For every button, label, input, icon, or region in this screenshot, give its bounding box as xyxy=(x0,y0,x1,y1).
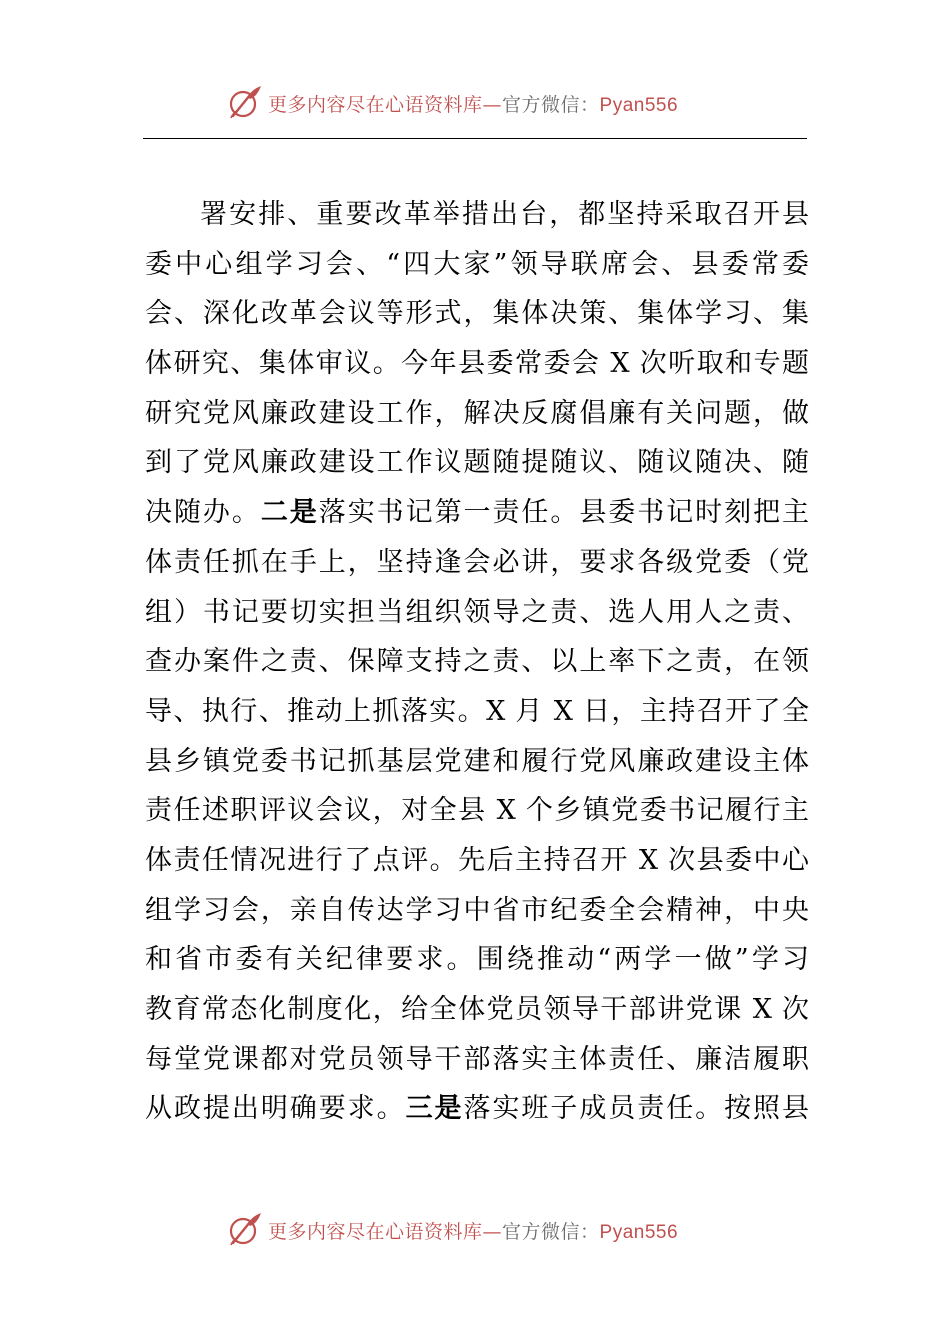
text-line xyxy=(145,935,809,985)
text-segment: 会、深化改革会议等形式，集体决策、集体学习、集 xyxy=(145,298,809,330)
text-segment: 研究党风廉政建设工作，解决反腐倡廉有关问题，做 xyxy=(145,397,809,429)
text-line xyxy=(145,985,809,1035)
text-segment: 组学习会，亲自传达学习中省市纪委全会精神，中央 xyxy=(145,894,809,926)
text-segment: 落实书记第一责任。县委书记时刻把主 xyxy=(318,497,810,529)
watermark-brand: 更多内容尽在心语资料库 xyxy=(268,1220,483,1243)
quill-pen-logo-icon xyxy=(226,85,262,121)
watermark-brand: 更多内容尽在心语资料库 xyxy=(268,93,483,116)
text-line xyxy=(145,836,809,886)
body-paragraph xyxy=(145,190,809,1134)
watermark-text xyxy=(268,90,678,117)
text-line xyxy=(145,886,809,936)
text-segment: 导、执行、推动上抓落实。X 月 X 日，主持召开了全 xyxy=(145,695,809,727)
text-segment: 从政提出明确要求。 xyxy=(145,1093,406,1125)
text-line xyxy=(145,339,809,389)
text-segment: 体责任抓在手上，坚持逢会必讲，要求各级党委（党 xyxy=(145,546,809,578)
text-line xyxy=(145,1084,809,1134)
text-segment: 体研究、集体审议。今年县委常委会 X 次听取和专题 xyxy=(145,348,809,380)
text-segment: 和省市委有关纪律要求。围绕推动“两学一做”学习 xyxy=(145,944,809,976)
text-line xyxy=(145,737,809,787)
text-segment: 体责任情况进行了点评。先后主持召开 X 次县委中心 xyxy=(145,844,809,876)
watermark-wechat-id: Pyan556 xyxy=(599,1221,679,1243)
text-line xyxy=(145,637,809,687)
text-segment: 署安排、重要改革举措出台，都坚持采取召开县 xyxy=(200,199,809,230)
text-line xyxy=(145,438,809,488)
text-line xyxy=(145,538,809,588)
text-segment: 落实班子成员责任。按照县 xyxy=(463,1093,810,1125)
watermark-label: 官方微信： xyxy=(502,1220,600,1243)
header-watermark xyxy=(226,85,678,121)
watermark-dash: — xyxy=(482,93,503,116)
header-divider xyxy=(143,138,807,139)
text-line xyxy=(145,240,809,290)
text-segment: 每堂党课都对党员领导干部落实主体责任、廉洁履职 xyxy=(145,1043,809,1075)
watermark-wechat-id: Pyan556 xyxy=(599,94,679,116)
footer-watermark xyxy=(226,1212,678,1248)
text-line xyxy=(145,389,809,439)
watermark-label: 官方微信： xyxy=(502,93,600,116)
text-line xyxy=(145,687,809,737)
watermark-dash: — xyxy=(482,1220,503,1243)
bold-heading-marker: 三是 xyxy=(405,1093,464,1125)
text-segment: 县乡镇党委书记抓基层党建和履行党风廉政建设主体 xyxy=(145,745,809,777)
text-line xyxy=(145,588,809,638)
text-segment: 委中心组学习会、“四大家”领导联席会、县委常委 xyxy=(145,248,809,280)
text-segment: 决随办。 xyxy=(145,497,261,529)
quill-pen-logo-icon xyxy=(226,1212,262,1248)
text-segment: 到了党风廉政建设工作议题随提随议、随议随决、随 xyxy=(145,447,809,479)
text-line xyxy=(145,190,809,240)
text-segment: 查办案件之责、保障支持之责、以上率下之责，在领 xyxy=(145,646,809,678)
text-line xyxy=(145,488,809,538)
text-line xyxy=(145,1035,809,1085)
text-line xyxy=(145,786,809,836)
bold-heading-marker: 二是 xyxy=(260,497,319,529)
text-segment: 责任述职评议会议，对全县 X 个乡镇党委书记履行主 xyxy=(145,795,809,827)
text-segment: 组）书记要切实担当组织领导之责、选人用人之责、 xyxy=(145,596,809,628)
text-line xyxy=(145,289,809,339)
text-segment: 教育常态化制度化，给全体党员领导干部讲党课 X 次 xyxy=(145,994,809,1025)
watermark-text xyxy=(268,1217,678,1244)
